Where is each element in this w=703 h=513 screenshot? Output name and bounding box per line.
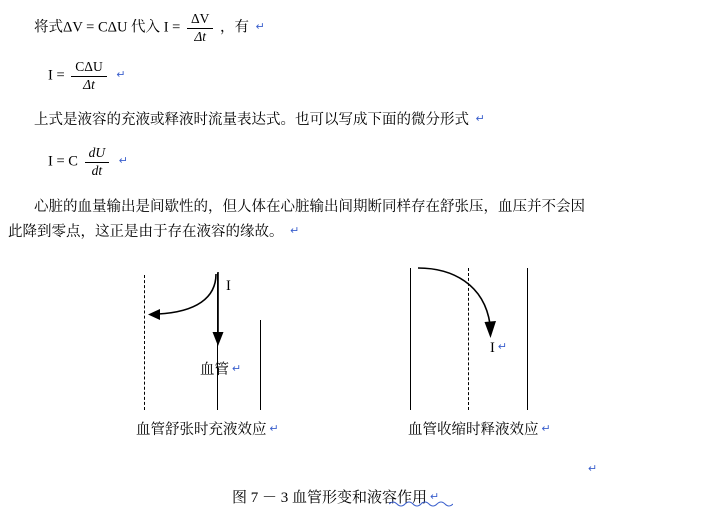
- fraction-numerator: ΔV: [190, 11, 210, 26]
- equation-1-variable-i: I: [48, 67, 53, 84]
- fraction-numerator: CΔU: [75, 59, 103, 74]
- paragraph-3-line-1-text: 心脏的血量输出是间歇性的，但人体在心脏输出间期断同样存在舒张压，血压并不会因: [34, 199, 585, 215]
- pilcrow-mark: ↵: [269, 423, 279, 435]
- pilcrow-mark-stray: ↵: [588, 463, 598, 475]
- fraction-numerator: dU: [88, 145, 106, 160]
- fraction-denominator: Δt: [187, 28, 213, 45]
- left-diagram-caption: 血管舒张时充液效应 ↵: [136, 422, 279, 438]
- pilcrow-mark: ↵: [497, 341, 508, 353]
- fraction-denominator: dt: [85, 162, 110, 179]
- equation-2-variable-i: I: [48, 153, 53, 170]
- paragraph-2-text: 上式是液容的充液或释液时流量表达式。也可以写成下面的微分形式: [34, 112, 469, 128]
- pilcrow-mark: ↵: [116, 68, 126, 81]
- right-vessel-wall-solid-right: [527, 268, 528, 410]
- fraction-denominator: Δt: [71, 76, 106, 93]
- pilcrow-mark: ↵: [118, 154, 128, 167]
- left-flow-label: I: [226, 278, 231, 294]
- equation-2-coefficient: C: [68, 153, 78, 170]
- pilcrow-mark: ↵: [541, 423, 551, 435]
- left-flow-arrows: [144, 268, 264, 358]
- left-vessel-label: 血管 ↵: [200, 362, 242, 378]
- right-diagram-caption: 血管收缩时释液效应 ↵: [408, 422, 551, 438]
- figure-title: 图 7 － 3 血管形变和液容作用 ↵: [232, 490, 440, 506]
- pilcrow-mark: ↵: [232, 363, 242, 375]
- right-flow-label: I ↵: [490, 340, 508, 356]
- pilcrow-mark: ↵: [255, 20, 265, 33]
- squiggly-underline: [389, 500, 453, 507]
- paragraph-1-prefix: 将式ΔV = CΔU 代入: [34, 19, 161, 36]
- paragraph-3-line-2-text: 此降到零点，这正是由于存在液容的缘故。: [8, 224, 284, 240]
- equation-2-equals: =: [56, 153, 65, 170]
- equation-1-equals: =: [56, 67, 65, 84]
- right-vessel-wall-solid-left: [410, 268, 411, 410]
- pilcrow-mark: ↵: [430, 491, 440, 503]
- paragraph-1-equals: =: [172, 19, 181, 36]
- paragraph-1-variable-i: I: [163, 19, 169, 36]
- paragraph-1-suffix: ，有: [220, 19, 250, 36]
- pilcrow-mark: ↵: [475, 113, 485, 125]
- pilcrow-mark: ↵: [290, 225, 300, 237]
